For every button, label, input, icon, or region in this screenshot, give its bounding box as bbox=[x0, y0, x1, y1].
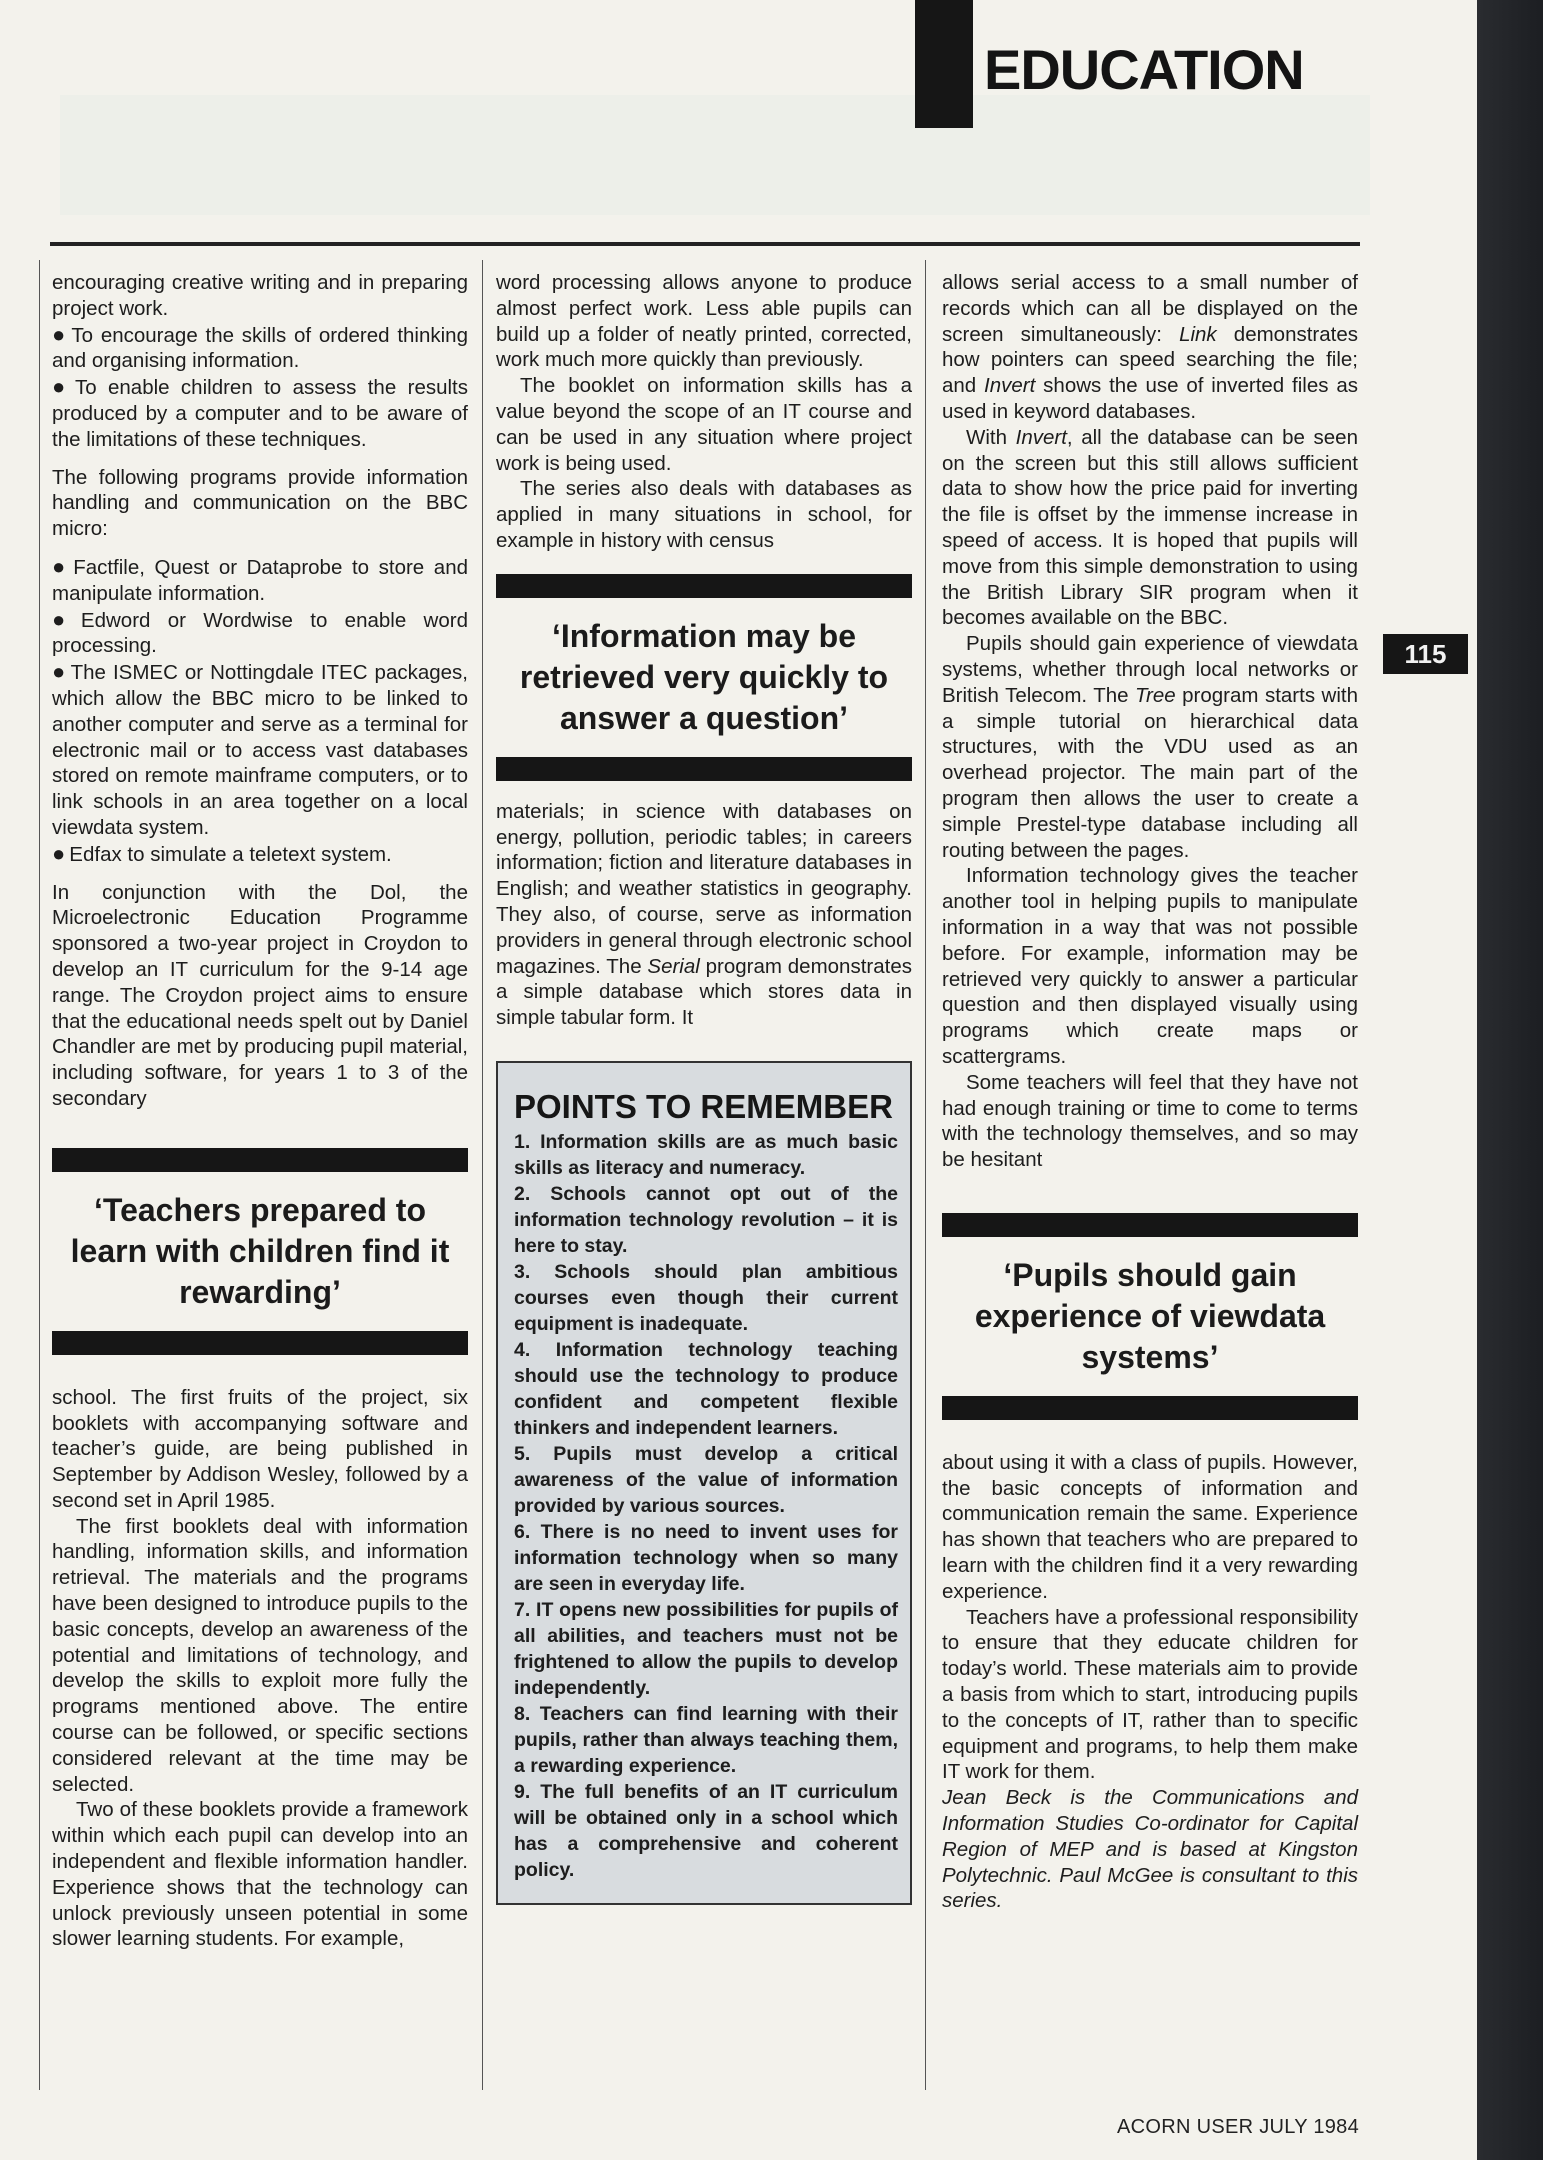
point-item: 5. Pupils must develop a critical awareness of the value of information provided by various sources. bbox=[514, 1442, 898, 1517]
paragraph: allows serial access to a small number of records which can all be displayed on the screen simultaneously: Link demonstrates how pointers can speed searching the file; and Invert shows the use of inverted files as used in keyword databases. bbox=[942, 271, 1358, 423]
point-item: 1. Information skills are as much basic skills as literacy and numeracy. bbox=[514, 1130, 898, 1179]
top-rule bbox=[50, 242, 1360, 246]
bullet-item: ● Edfax to simulate a teletext system. bbox=[52, 840, 392, 866]
point-item: 9. The full benefits of an IT curriculum will be obtained only in a school which has a comprehensive and coherent policy. bbox=[514, 1780, 898, 1881]
point-item: 2. Schools cannot opt out of the information technology revolution – it is here to stay. bbox=[514, 1182, 898, 1257]
paragraph: The series also deals with databases as applied in many situations in school, for example in history with census bbox=[496, 477, 912, 552]
column-rule-2 bbox=[925, 260, 926, 2090]
paragraph: Two of these booklets provide a framework within which each pupil can develop into an independent and flexible information handler. Experience shows that the technology can unlock previously unseen potential in some slower learning students. For example, bbox=[52, 1798, 468, 1951]
point-item: 8. Teachers can find learning with their pupils, rather than always teaching them, a rewarding experience. bbox=[514, 1702, 898, 1777]
paragraph: Some teachers will feel that they have not had enough training or time to come to terms with the technology themselves, and so may be hesitant bbox=[942, 1070, 1358, 1172]
pull-quote-bar bbox=[496, 574, 912, 598]
paragraph: materials; in science with databases on energy, pollution, periodic tables; in careers information; fiction and literature databases in English; and weather statistics in geography. They also, of course, serve as information providers in general through electronic school magazines. The Serial program demonstrates a simple database which stores data in simple tabular form. It bbox=[496, 799, 912, 1030]
paragraph: school. The first fruits of the project, six booklets with accompanying software and teacher’s guide, are being published in September by Addison Wesley, followed by a second set in April 1985. bbox=[52, 1385, 468, 1512]
paragraph: Teachers have a professional responsibility to ensure that they educate children for today’s world. These materials aim to provide a basis from which to start, introducing pupils to the concepts of IT, rather than to specific equipment and programs, to help them make IT work for them. bbox=[942, 1605, 1358, 1784]
pull-quote bbox=[496, 574, 912, 781]
show-through-ghost bbox=[60, 95, 1370, 215]
paragraph: Information technology gives the teacher another tool in helping pupils to manipulate information in a way that was not possible before. For example, information may be retrieved very quickly to answer a particular question and then displayed visually using programs which create maps or scattergrams. bbox=[942, 864, 1358, 1068]
column-3 bbox=[942, 270, 1358, 1926]
paragraph: The booklet on information skills has a value beyond the scope of an IT course and can be used in any situation where project work is being used. bbox=[496, 374, 912, 475]
paragraph: word processing allows anyone to produce almost perfect work. Less able pupils can build up a folder of neatly printed, corrected, work much more quickly than previously. bbox=[496, 271, 912, 372]
pull-quote bbox=[942, 1213, 1358, 1420]
box-title: POINTS TO REMEMBER bbox=[514, 1087, 893, 1125]
point-item: 4. Information technology teaching should use the technology to produce confident and competent flexible thinkers and independent learners. bbox=[514, 1338, 898, 1439]
author-bio: Jean Beck is the Communications and Information Studies Co-ordinator for Capital Region of MEP and is based at Kingston Polytechnic. Paul McGee is consultant to this series. bbox=[942, 1786, 1358, 1913]
paragraph: about using it with a class of pupils. However, the basic concepts of information and communication remain the same. Experience has shown that teachers who are prepared to learn with the children find it a very rewarding experience. bbox=[942, 1450, 1358, 1603]
bullet-icon: ● bbox=[52, 321, 68, 347]
paragraph: In conjunction with the Dol, the Microelectronic Education Programme sponsored a two-year project in Croydon to develop an IT curriculum for the 9-14 age range. The Croydon project aims to ensure that the educational needs spelt out by Daniel Chandler are met by producing pupil material, including software, for years 1 to 3 of the secondary bbox=[52, 880, 468, 1110]
pull-quote bbox=[52, 1148, 468, 1355]
bullet-item: ● Edword or Wordwise to enable word processing. bbox=[52, 606, 468, 658]
page-edge-shadow bbox=[1477, 0, 1543, 2160]
pull-quote-bar bbox=[942, 1396, 1358, 1420]
pull-quote-bar bbox=[52, 1148, 468, 1172]
bullet-icon: ● bbox=[52, 374, 71, 400]
paragraph: The first booklets deal with information handling, information skills, and information retrieval. The materials and the programs have been designed to introduce pupils to the basic concepts, develop an awareness of the potential and limitations of technology, and develop the skills to exploit more fully the programs mentioned above. The entire course can be followed, or specific sections considered relevant at the time may be selected. bbox=[52, 1514, 468, 1796]
pull-quote-bar bbox=[942, 1213, 1358, 1237]
footer-issue: ACORN USER JULY 1984 bbox=[1117, 2116, 1360, 2138]
bullet-item: ● The ISMEC or Nottingdale ITEC packages, which allow the BBC micro to be linked to another computer and serve as a terminal for electronic mail or to access vast databases stored on remote mainframe computers, or to link schools in an area together on a local viewdata system. bbox=[52, 659, 468, 839]
pull-quote-bar bbox=[52, 1331, 468, 1355]
page-number-badge: 115 bbox=[1383, 634, 1468, 674]
paragraph: Pupils should gain experience of viewdata systems, whether through local networks or British Telecom. The Tree program starts with a simple tutorial on hierarchical data structures, with the VDU used as an overhead projector. The main part of the program then allows the user to create a simple Prestel-type database including all routing between the pages. bbox=[942, 632, 1359, 862]
bullet-item: ● Factfile, Quest or Dataprobe to store and manipulate information. bbox=[52, 553, 468, 605]
bullet-icon: ● bbox=[52, 553, 70, 579]
bullet-icon: ● bbox=[52, 840, 66, 866]
bullet-item: ● To enable children to assess the results produced by a computer and to be aware of the limitations of these techniques. bbox=[52, 374, 468, 451]
bullet-item: ● To encourage the skills of ordered thinking and organising information. bbox=[52, 321, 468, 373]
paragraph: encouraging creative writing and in preparing project work. bbox=[52, 271, 468, 320]
column-rule-1 bbox=[482, 260, 483, 2090]
pull-quote-bar bbox=[496, 757, 912, 781]
pull-quote-text: ‘Pupils should gain experience of viewdata systems’ bbox=[974, 1256, 1326, 1375]
paragraph: With Invert, all the database can be seen on the screen but this still allows sufficient data to show how the price paid for inverting the file is offset by the immense increase in speed of access. It is hoped that pupils will move from this simple demonstration to using the British Library SIR program when it becomes available on the BBC. bbox=[942, 425, 1358, 630]
bullet-icon: ● bbox=[52, 659, 67, 685]
pull-quote-text: ‘Information may be retrieved very quickly to answer a question’ bbox=[519, 617, 889, 736]
section-title: EDUCATION bbox=[984, 38, 1304, 101]
point-item: 6. There is no need to invent uses for information technology when so many are seen in everyday life. bbox=[514, 1520, 898, 1595]
point-item: 7. IT opens new possibilities for pupils of all abilities, and teachers must not be frightened to allow the pupils to develop independently. bbox=[514, 1598, 898, 1699]
point-item: 3. Schools should plan ambitious courses even though their current equipment is inadequate. bbox=[514, 1260, 898, 1335]
header-block bbox=[915, 0, 973, 128]
bullet-icon: ● bbox=[52, 606, 77, 632]
pull-quote-text: ‘Teachers prepared to learn with children find it rewarding’ bbox=[70, 1191, 450, 1310]
points-to-remember-box bbox=[496, 1061, 912, 1905]
column-rule-left bbox=[39, 260, 40, 2090]
column-2 bbox=[496, 270, 912, 1905]
column-1 bbox=[52, 270, 468, 1952]
paragraph: The following programs provide information handling and communication on the BBC micro: bbox=[52, 465, 468, 541]
